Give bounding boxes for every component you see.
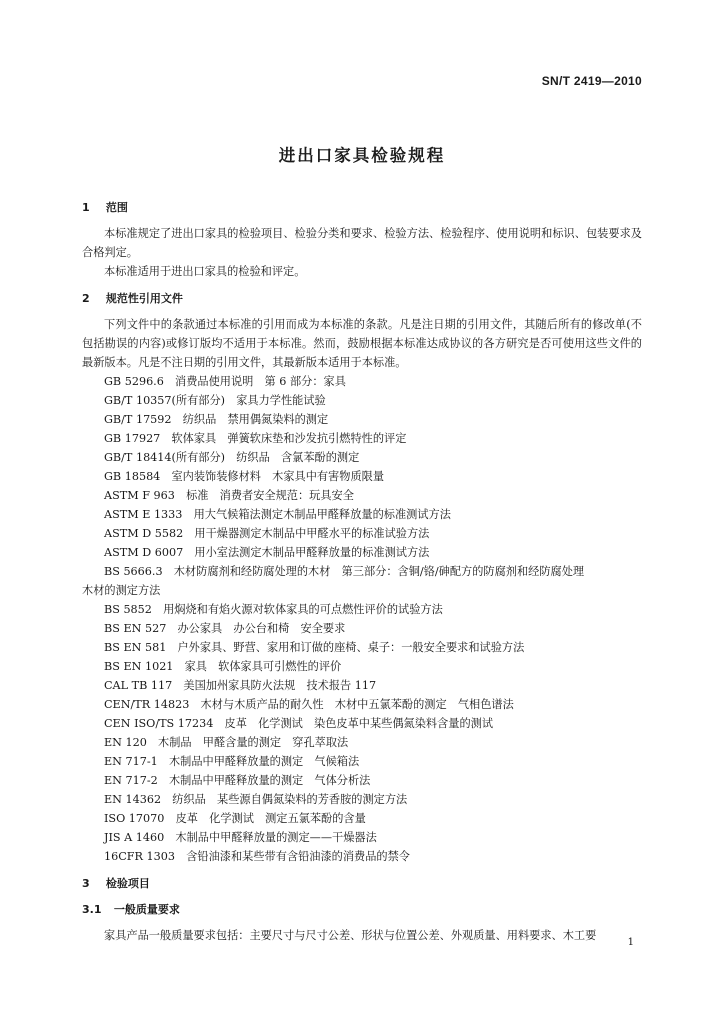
- section-number: 1: [82, 201, 90, 214]
- subsection-title: 一般质量要求: [113, 903, 180, 916]
- reference-item: CEN/TR 14823 木材与木质产品的耐久性 木材中五氯苯酚的测定 气相色谱法: [104, 698, 514, 711]
- section-2-heading: [82, 289, 642, 309]
- reference-item: ASTM D 5582 用干燥器测定木制品中甲醛水平的标准试验方法: [104, 527, 430, 540]
- reference-item: ISO 17070 皮革 化学测试 测定五氯苯酚的含量: [104, 812, 366, 825]
- reference-item: BS EN 527 办公家具 办公台和椅 安全要求: [104, 622, 346, 635]
- reference-item: ASTM D 6007 用小室法测定木制品甲醛释放量的标准测试方法: [104, 546, 430, 559]
- reference-list: [82, 372, 642, 562]
- section-3-heading: [82, 874, 642, 894]
- reference-item: BS EN 1021 家具 软体家具可引燃性的评价: [104, 660, 342, 673]
- reference-item: BS 5852 用焖烧和有焰火源对软体家具的可点燃性评价的试验方法: [104, 603, 443, 616]
- page-number: 1: [627, 937, 634, 948]
- reference-item: EN 717-1 木制品中甲醛释放量的测定 气候箱法: [104, 755, 360, 768]
- reference-item: BS EN 581 户外家具、野营、家用和订做的座椅、桌子：一般安全要求和试验方法: [104, 641, 525, 654]
- subsection-3-1-heading: [82, 900, 642, 920]
- reference-item: GB 17927 软体家具 弹簧软床垫和沙发抗引燃特性的评定: [104, 432, 407, 445]
- reference-item: GB/T 17592 纺织品 禁用偶氮染料的测定: [104, 413, 329, 426]
- reference-item: EN 14362 纺织品 某些源自偶氮染料的芳香胺的测定方法: [104, 793, 408, 806]
- reference-item: 16CFR 1303 含铅油漆和某些带有含铅油漆的消费品的禁令: [104, 850, 410, 863]
- reference-list: [82, 600, 642, 866]
- reference-item: GB 5296.6 消费品使用说明 第 6 部分：家具: [104, 375, 346, 388]
- standard-code: SN/T 2419—2010: [541, 74, 642, 88]
- document-title: 进出口家具检验规程: [278, 146, 446, 165]
- section-title: 检验项目: [105, 877, 150, 890]
- section-1-heading: [82, 198, 642, 218]
- reference-item: ASTM F 963 标准 消费者安全规范：玩具安全: [104, 489, 354, 502]
- reference-item: GB/T 10357(所有部分) 家具力学性能试验: [104, 394, 326, 407]
- paragraph: 本标准规定了进出口家具的检验项目、检验分类和要求、检验方法、检验程序、使用说明和标识、包装要求及合格判定。: [82, 227, 642, 259]
- paragraph: 本标准适用于进出口家具的检验和评定。: [104, 265, 306, 278]
- reference-item: EN 120 木制品 甲醛含量的测定 穿孔萃取法: [104, 736, 349, 749]
- paragraph: 下列文件中的条款通过本标准的引用而成为本标准的条款。凡是注日期的引用文件，其随后所有的修改单(不包括勘误的内容)或修订版均不适用于本标准。然而，鼓励根据本标准达成协议的各方研究是否可使用这些文件的最新版本。凡是不注日期的引用文件，其最新版本适用于本标准。: [82, 318, 642, 369]
- section-title: 规范性引用文件: [105, 292, 183, 305]
- paragraph: 家具产品一般质量要求包括：主要尺寸与尺寸公差、形状与位置公差、外观质量、用料要求、木工要: [104, 929, 597, 942]
- reference-item: BS 5666.3 木材防腐剂和经防腐处理的木材 第三部分：含铜/铬/砷配方的防腐剂和经防腐处理: [104, 565, 585, 578]
- section-number: 2: [82, 292, 90, 305]
- reference-item: GB/T 18414(所有部分) 纺织品 含氯苯酚的测定: [104, 451, 360, 464]
- subsection-number: 3.1: [82, 903, 102, 916]
- reference-item-continuation: 木材的测定方法: [82, 584, 161, 597]
- reference-item: GB 18584 室内装饰装修材料 木家具中有害物质限量: [104, 470, 385, 483]
- reference-item: ASTM E 1333 用大气候箱法测定木制品甲醛释放量的标准测试方法: [104, 508, 451, 521]
- reference-item: EN 717-2 木制品中甲醛释放量的测定 气体分析法: [104, 774, 371, 787]
- reference-item: JIS A 1460 木制品中甲醛释放量的测定——干燥器法: [104, 831, 377, 844]
- reference-item: CEN ISO/TS 17234 皮革 化学测试 染色皮革中某些偶氮染料含量的测试: [104, 717, 494, 730]
- reference-item: CAL TB 117 美国加州家具防火法规 技术报告 117: [104, 679, 377, 692]
- document-body: [82, 198, 642, 945]
- section-number: 3: [82, 877, 90, 890]
- section-title: 范围: [105, 201, 128, 214]
